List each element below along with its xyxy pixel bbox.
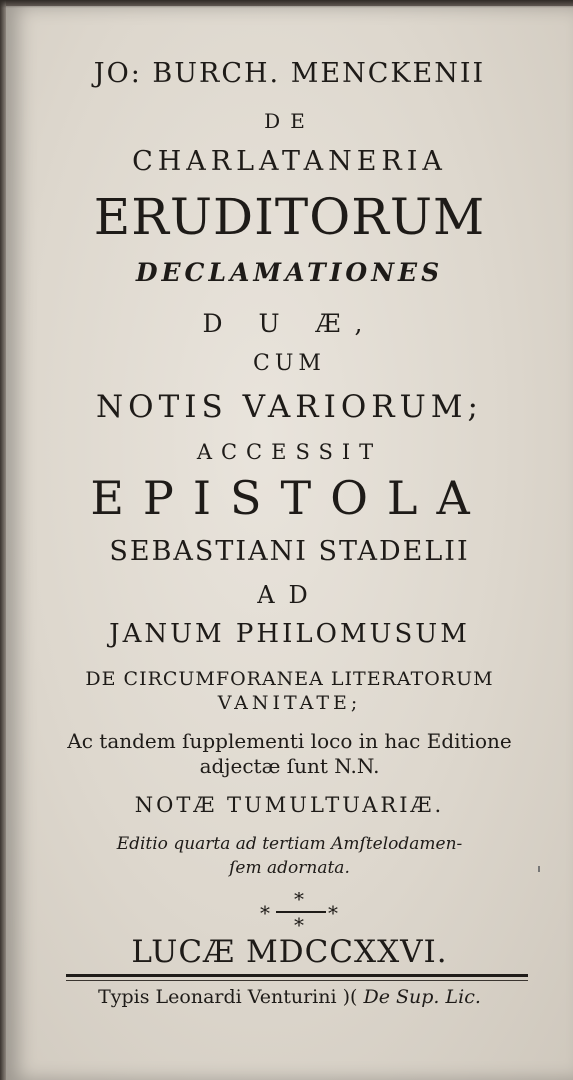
circumforanea-line: DE CIRCUMFORANEA LITERATORUM xyxy=(85,668,494,690)
asterism-ornament-icon xyxy=(256,892,346,932)
ac-tandem-line: Ac tandem ſupplementi loco in hac Editione xyxy=(67,729,512,753)
notae-line: NOTÆ TUMULTUARIÆ. xyxy=(134,793,445,817)
printer-name: Typis Leonardi Venturini )( xyxy=(98,986,358,1008)
svg-text:*: * xyxy=(294,892,304,911)
title-page xyxy=(6,6,573,1080)
imprint-rule xyxy=(66,974,528,977)
charlataneria-line: CHARLATANERIA xyxy=(132,146,447,177)
editio-line-1: Editio quarta ad tertiam Amſtelodamen- xyxy=(116,834,463,854)
eruditorum-heading: ERUDITORUM xyxy=(93,188,486,246)
top-shadow xyxy=(0,0,573,8)
vanitate-line: VANITATE; xyxy=(217,692,362,714)
svg-text:*: * xyxy=(260,901,270,925)
imprint-line: LUCÆ MDCCXXVI. xyxy=(131,934,448,970)
janum-line: JANUM PHILOMUSUM xyxy=(109,619,470,649)
svg-text:*: * xyxy=(294,913,304,932)
page-mark xyxy=(538,866,540,872)
declamationes-line: DECLAMATIONES xyxy=(135,258,444,287)
sebastiani-line: SEBASTIANI STADELII xyxy=(109,536,470,567)
notis-variorum-line: NOTIS VARIORUM; xyxy=(96,389,483,425)
accessit-line: ACCESSIT xyxy=(196,440,383,464)
epistola-heading: EPISTOLA xyxy=(90,471,489,525)
de-line: DE xyxy=(264,109,315,133)
imprint-rule-thin xyxy=(66,980,528,981)
editio-line-2: ſem adornata. xyxy=(229,858,350,878)
adjectae-line: adjectæ ſunt N.N. xyxy=(199,754,380,778)
printer-line xyxy=(6,986,573,1008)
duae-line: D U Æ, xyxy=(202,309,377,338)
svg-text:*: * xyxy=(328,901,338,925)
cum-line: CUM xyxy=(253,351,326,376)
author-line: JO: BURCH. MENCKENII xyxy=(93,58,486,89)
license-text: De Sup. Lic. xyxy=(363,986,481,1008)
ad-line: AD xyxy=(257,581,322,609)
